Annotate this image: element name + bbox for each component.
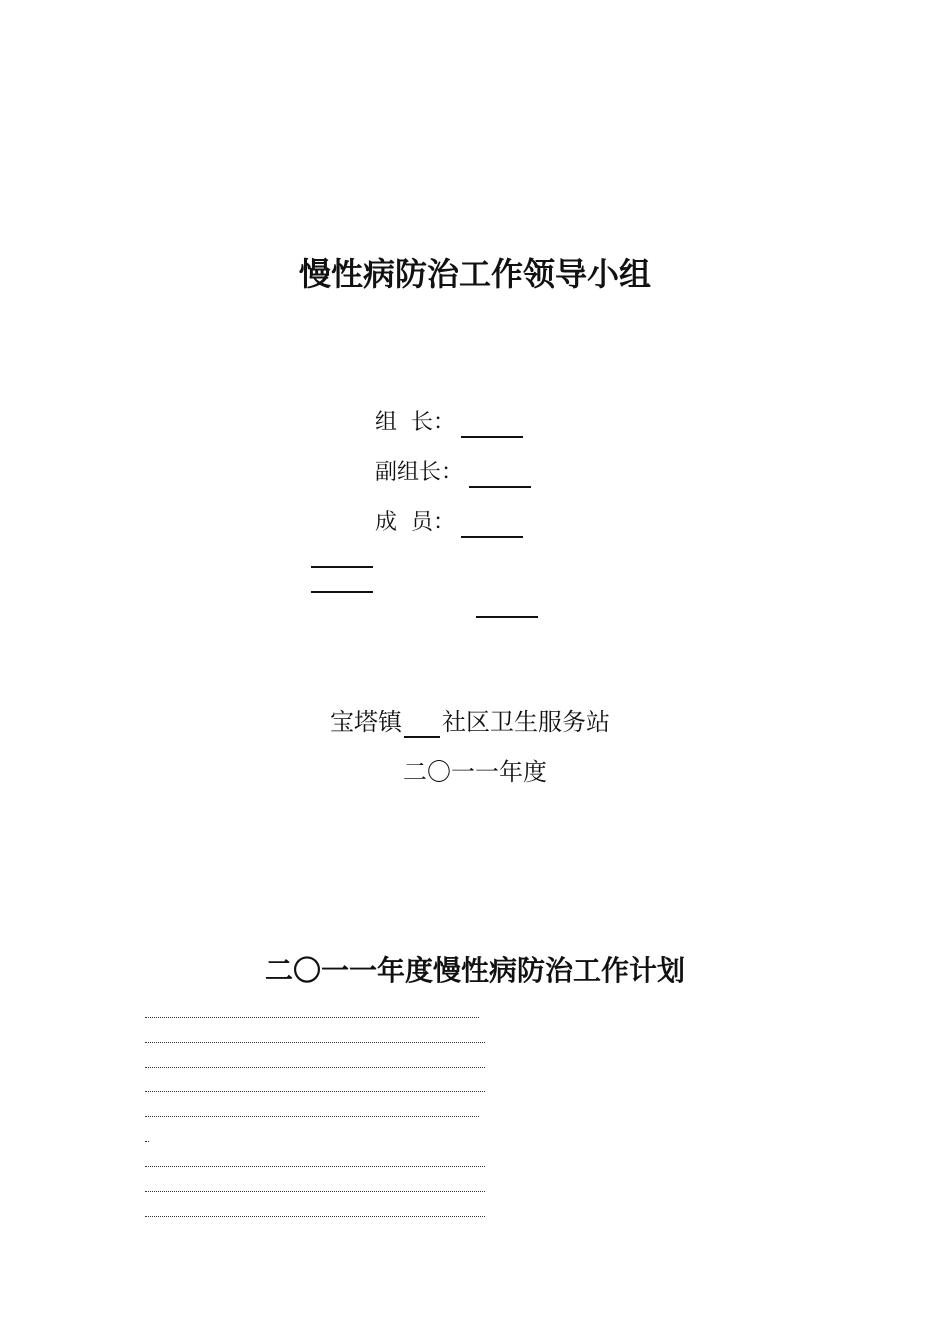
toc-leader-line xyxy=(145,1166,485,1167)
toc-leader-line xyxy=(145,1141,149,1142)
toc-leader-line xyxy=(145,1042,485,1043)
member-blank-2 xyxy=(311,566,373,568)
organization-line xyxy=(330,706,610,738)
member-label: 成 员： xyxy=(375,510,455,535)
toc-leader-line xyxy=(145,1067,485,1068)
deputy-row xyxy=(375,458,531,488)
member-blank-4 xyxy=(476,616,538,618)
leader-row xyxy=(375,408,523,438)
org-suffix: 社区卫生服务站 xyxy=(442,708,610,736)
toc-leader-line xyxy=(145,1116,479,1117)
deputy-label: 副组长： xyxy=(375,460,464,485)
org-blank xyxy=(404,710,440,738)
year-line: 二〇一一年度 xyxy=(403,758,547,786)
plan-title: 二〇一一年度慢性病防治工作计划 xyxy=(264,954,685,987)
toc-leader-line xyxy=(145,1216,485,1217)
toc-leader-line xyxy=(145,1091,485,1092)
leader-blank xyxy=(461,412,523,438)
member-blank xyxy=(461,512,523,538)
org-prefix: 宝塔镇 xyxy=(330,708,402,736)
leader-label: 组 长： xyxy=(375,410,455,435)
toc-leader-line xyxy=(145,1017,479,1018)
document-title: 慢性病防治工作领导小组 xyxy=(298,255,651,293)
toc-leader-line xyxy=(145,1191,485,1192)
member-blank-3 xyxy=(311,591,373,593)
member-row xyxy=(375,508,523,538)
deputy-blank xyxy=(469,462,531,488)
